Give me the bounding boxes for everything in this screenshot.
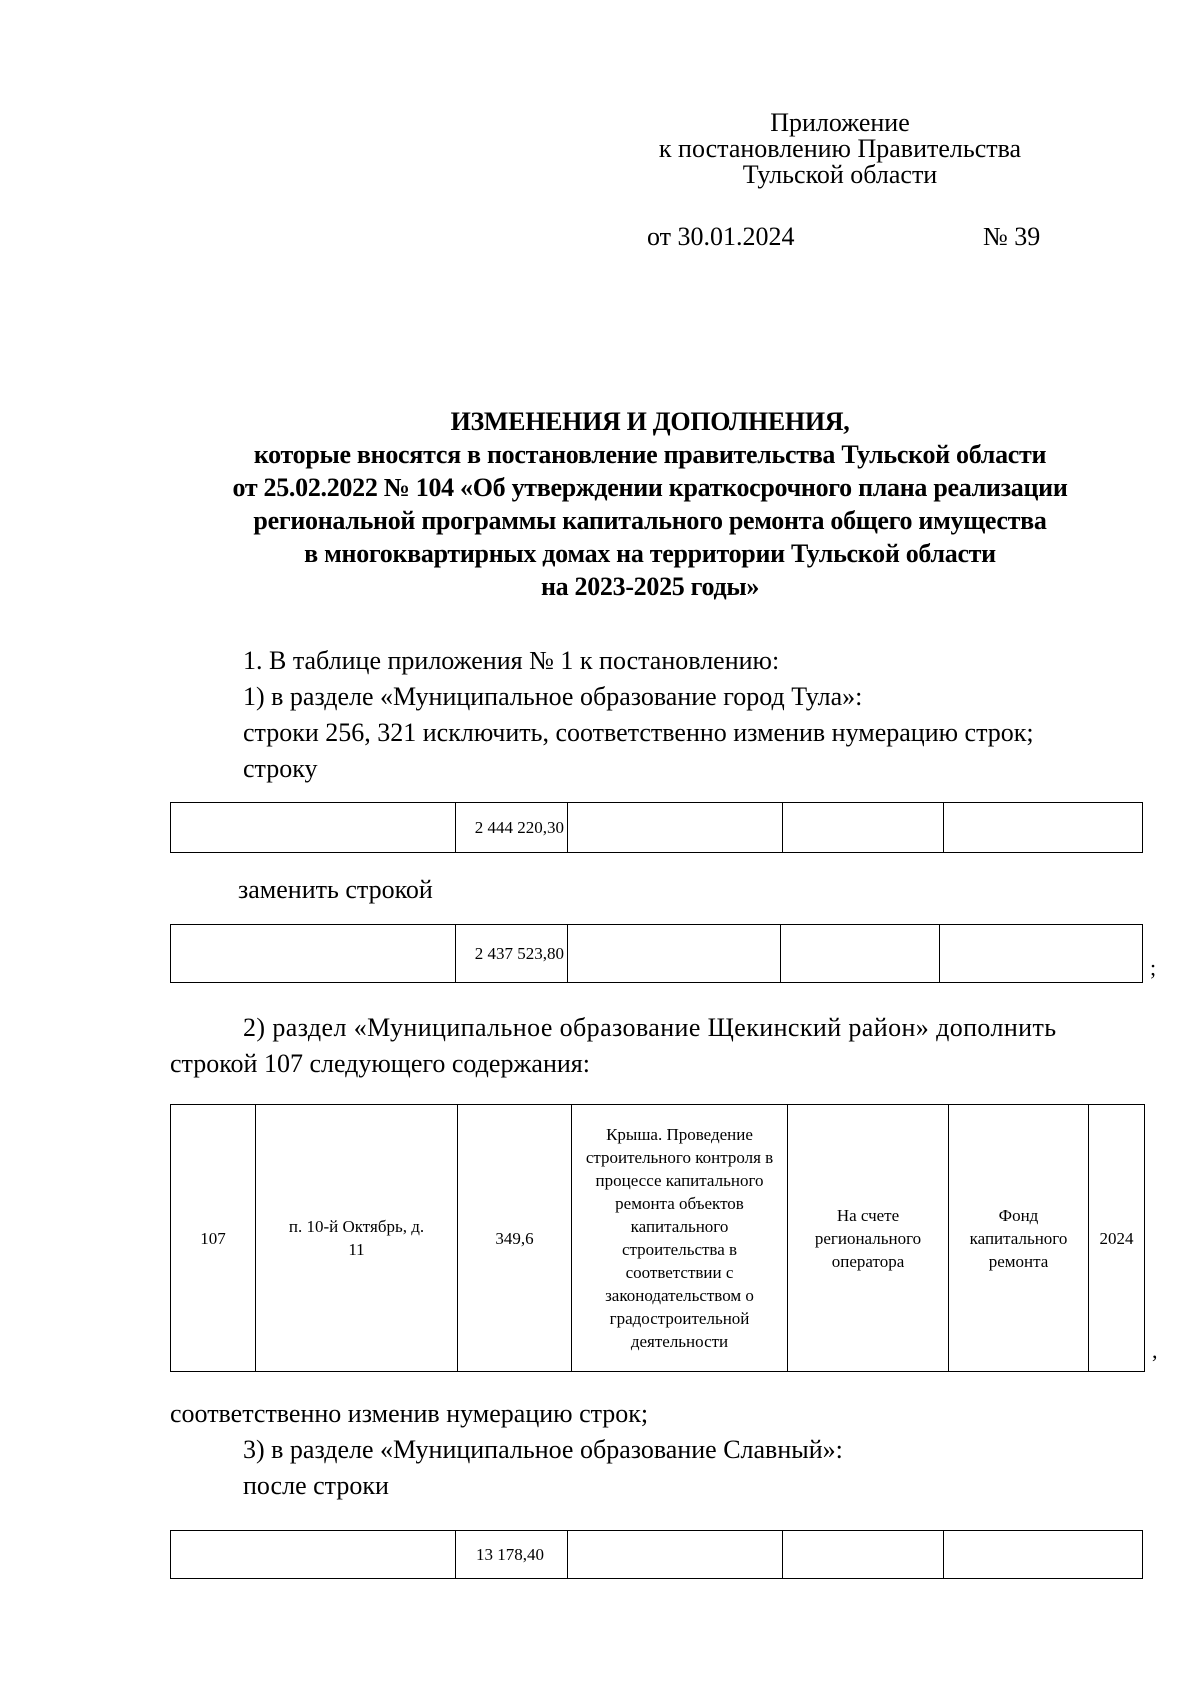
paragraph-subitem-1: 1) в разделе «Муниципальное образование город Тула»: <box>243 682 863 711</box>
table-new-row <box>170 924 1143 983</box>
title-line-4: региональной программы капитального ремонта общего имущества <box>253 506 1047 535</box>
table-cell <box>944 1531 1143 1579</box>
paragraph-subitem-3: 3) в разделе «Муниципальное образование Славный»: <box>243 1435 843 1464</box>
table-cell <box>783 1531 944 1579</box>
document-number: № 39 <box>983 222 1041 251</box>
table-cell <box>568 1531 783 1579</box>
title-line-5: в многоквартирных домах на территории Тульской области <box>304 539 996 568</box>
title-line-6: на 2023-2025 годы» <box>540 572 760 601</box>
table-cell <box>781 925 940 983</box>
appendix-resolution-label: к постановлению Правительства <box>658 134 1022 163</box>
paragraph-after-row: после строки <box>243 1471 389 1500</box>
table-cell <box>783 803 944 853</box>
appendix-label: Приложение <box>770 108 910 137</box>
table-old-row <box>170 802 1143 853</box>
appendix-header <box>620 110 1060 188</box>
paragraph-replace-label: заменить строкой <box>238 875 433 904</box>
paragraph-renumber: соответственно изменив нумерацию строк; <box>170 1399 649 1428</box>
cell-address: п. 10-й Октябрь, д. 11 <box>256 1105 458 1372</box>
table-cell-value: 2 437 523,80 <box>456 925 568 983</box>
table-added-row <box>170 1104 1145 1372</box>
document-title <box>120 405 1180 603</box>
cell-year: 2024 <box>1089 1105 1145 1372</box>
appendix-region-label: Тульской области <box>742 160 938 189</box>
comma-mark: , <box>1152 1338 1158 1363</box>
table-cell <box>171 925 456 983</box>
semicolon-mark: ; <box>1150 955 1157 980</box>
cell-area: 349,6 <box>458 1105 572 1372</box>
table-cell <box>568 925 781 983</box>
table-reference-row <box>170 1530 1143 1579</box>
table-cell <box>944 803 1143 853</box>
cell-row-number: 107 <box>171 1105 256 1372</box>
table-cell <box>568 803 783 853</box>
cell-work-type: Крыша. Проведение строительного контроля в процессе капитального ремонта объектов капитального строительства в соответствии с законодательством о градостроительной деятельности <box>572 1105 788 1372</box>
title-line-3: от 25.02.2022 № 104 «Об утверждении краткосрочного плана реализации <box>232 473 1068 502</box>
table-cell <box>171 1531 456 1579</box>
paragraph-subitem-2: 2) раздел «Муниципальное образование Щекинский район» дополнить <box>243 1013 1057 1042</box>
title-line-1: ИЗМЕНЕНИЯ И ДОПОЛНЕНИЯ, <box>450 407 850 436</box>
table-cell-value: 13 178,40 <box>456 1531 568 1579</box>
title-line-2: которые вносятся в постановление правительства Тульской области <box>253 440 1047 469</box>
cell-account: На счете регионального оператора <box>788 1105 949 1372</box>
table-cell-value: 2 444 220,30 <box>456 803 568 853</box>
document-date: от 30.01.2024 <box>647 222 795 251</box>
paragraph-exclude-rows: строки 256, 321 исключить, соответственно изменив нумерацию строк; <box>243 718 1034 747</box>
paragraph-item-1: 1. В таблице приложения № 1 к постановлению: <box>243 646 780 675</box>
paragraph-row-label: строку <box>243 754 318 783</box>
table-cell <box>940 925 1143 983</box>
paragraph-subitem-2-cont: строкой 107 следующего содержания: <box>170 1049 590 1078</box>
cell-fund: Фонд капитального ремонта <box>949 1105 1089 1372</box>
table-cell <box>171 803 456 853</box>
